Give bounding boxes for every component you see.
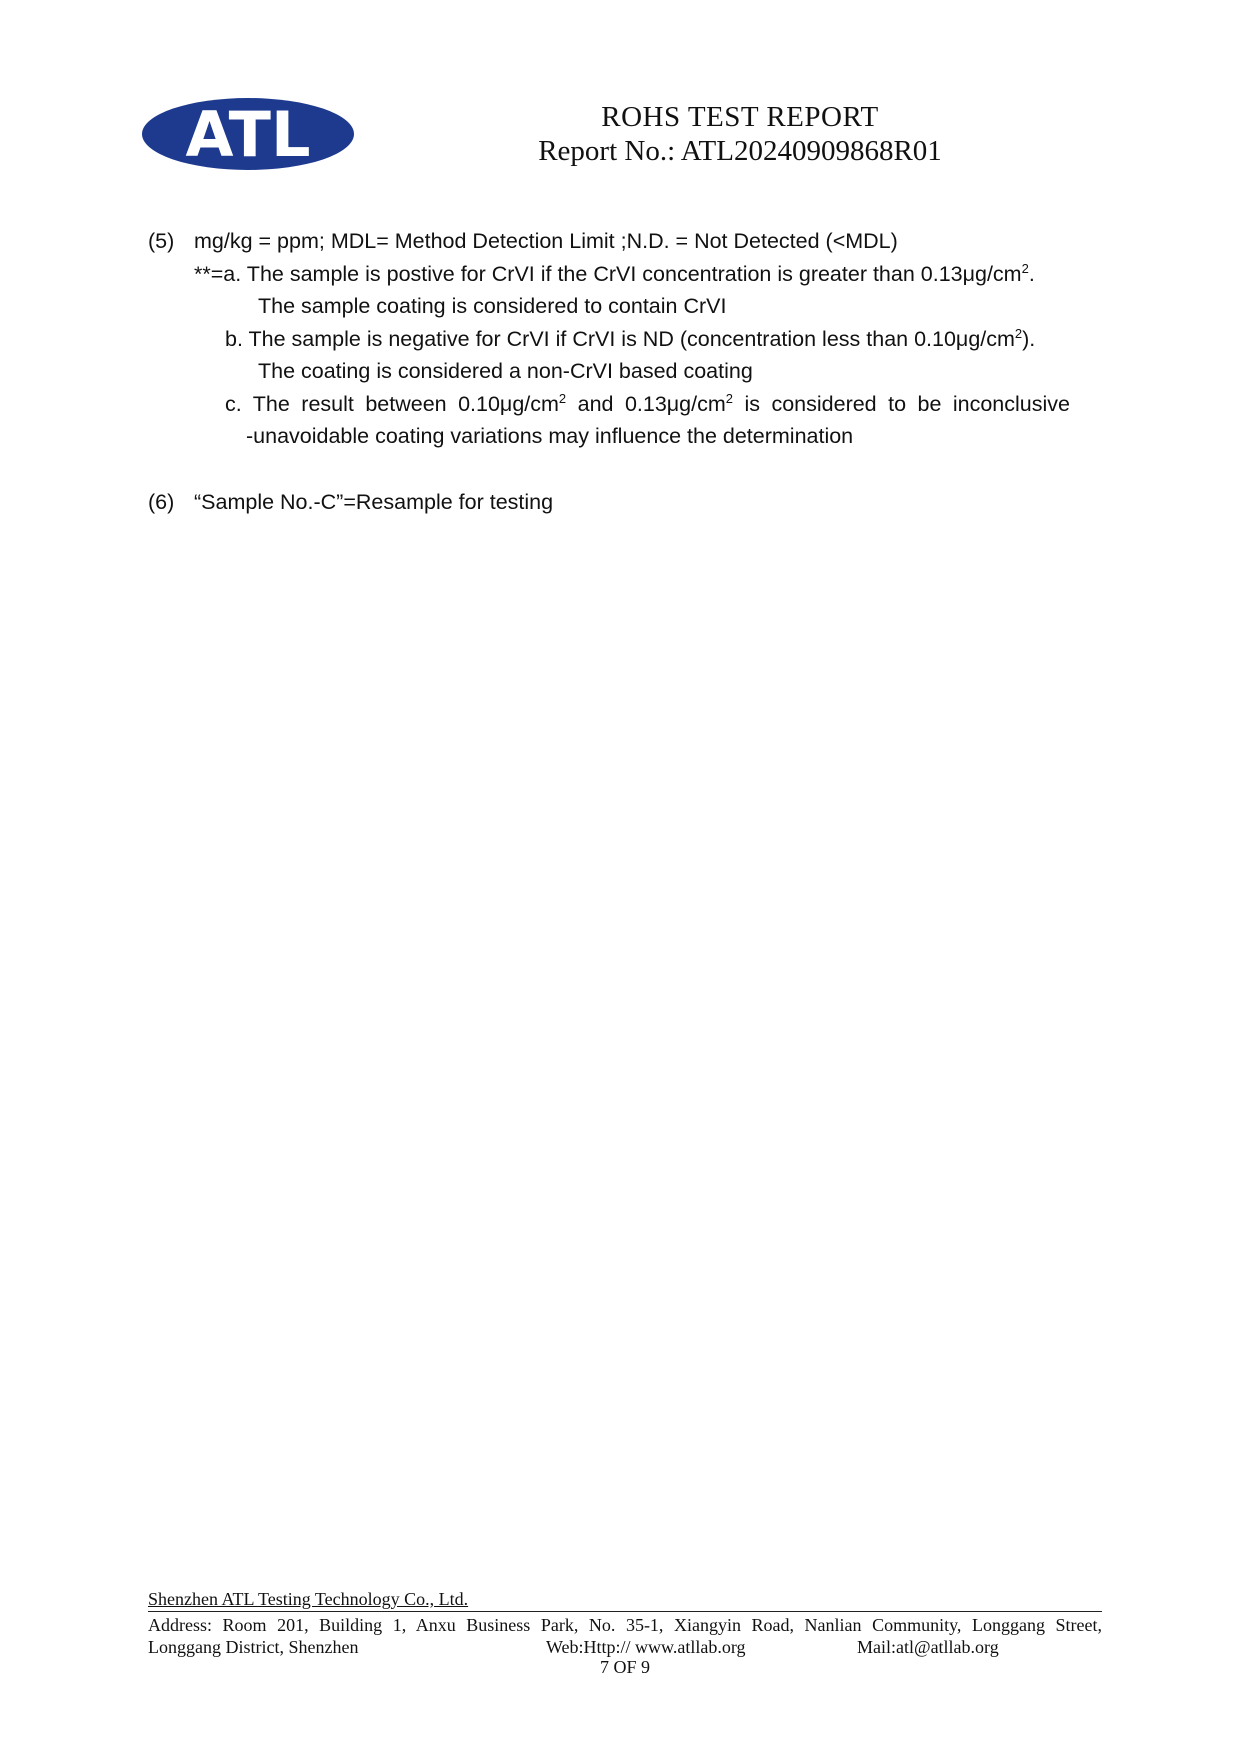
note-5-c-cont: -unavoidable coating variations may influence the determination (246, 424, 854, 448)
footer-address-line1: Address: Room 201, Building 1, Anxu Business Park, No. 35-1, Xiangyin Road, Nanlian Community, Longgang Street, (148, 1615, 1102, 1635)
note-6-text: “Sample No.-C”=Resample for testing (194, 490, 554, 514)
report-header (520, 100, 960, 168)
note-5-c-text2: and 0.13μg/cm (566, 392, 726, 416)
note-5-a-text: **=a. The sample is postive for CrVI if the CrVI concentration is greater than 0.13μg/cm (194, 262, 1022, 286)
logo-text: ATL (185, 98, 311, 171)
note-5-c-text3: is considered to be inconclusive (733, 392, 1070, 416)
atl-logo (140, 96, 356, 172)
report-number: Report No.: ATL20240909868R01 (538, 135, 942, 167)
note-5-line1: mg/kg = ppm; MDL= Method Detection Limit ;N.D. = Not Detected (<MDL) (194, 229, 898, 253)
note-5-a-cont: The sample coating is considered to contain CrVI (258, 294, 727, 318)
note-5-b-text: b. The sample is negative for CrVI if CrVI is ND (concentration less than 0.10μg/cm (225, 327, 1015, 351)
note-5-a (194, 262, 1035, 287)
note-5-b-sup: 2 (1014, 326, 1023, 341)
page-number: 7 OF 9 (599, 1657, 650, 1677)
note-5-number: (5) (148, 229, 175, 253)
note-5-a-sup: 2 (1021, 261, 1029, 276)
footer-address-line2: Longgang District, Shenzhen (148, 1637, 359, 1657)
note-5-b-cont: The coating is considered a non-CrVI based coating (258, 359, 753, 383)
footer-mail: Mail:atl@atllab.org (857, 1637, 999, 1657)
note-5-a-end: . (1028, 262, 1035, 286)
note-5-b (225, 327, 1035, 352)
note-5-c (225, 392, 1070, 417)
note-5-b-end: ). (1022, 327, 1036, 351)
page-footer (148, 1588, 1102, 1677)
footer-rule (148, 1611, 1102, 1612)
note-5-c-sup2: 2 (725, 391, 734, 406)
footer-contact-row (148, 1636, 1102, 1658)
footer-web: Web:Http:// www.atllab.org (546, 1637, 746, 1657)
note-5-c-sup1: 2 (558, 391, 567, 406)
note-5-c-text1: c. The result between 0.10μg/cm (225, 392, 559, 416)
note-6-number: (6) (148, 490, 175, 514)
footer-company: Shenzhen ATL Testing Technology Co., Ltd. (148, 1589, 469, 1609)
report-title: ROHS TEST REPORT (601, 101, 879, 133)
atl-logo-mark (140, 96, 356, 172)
